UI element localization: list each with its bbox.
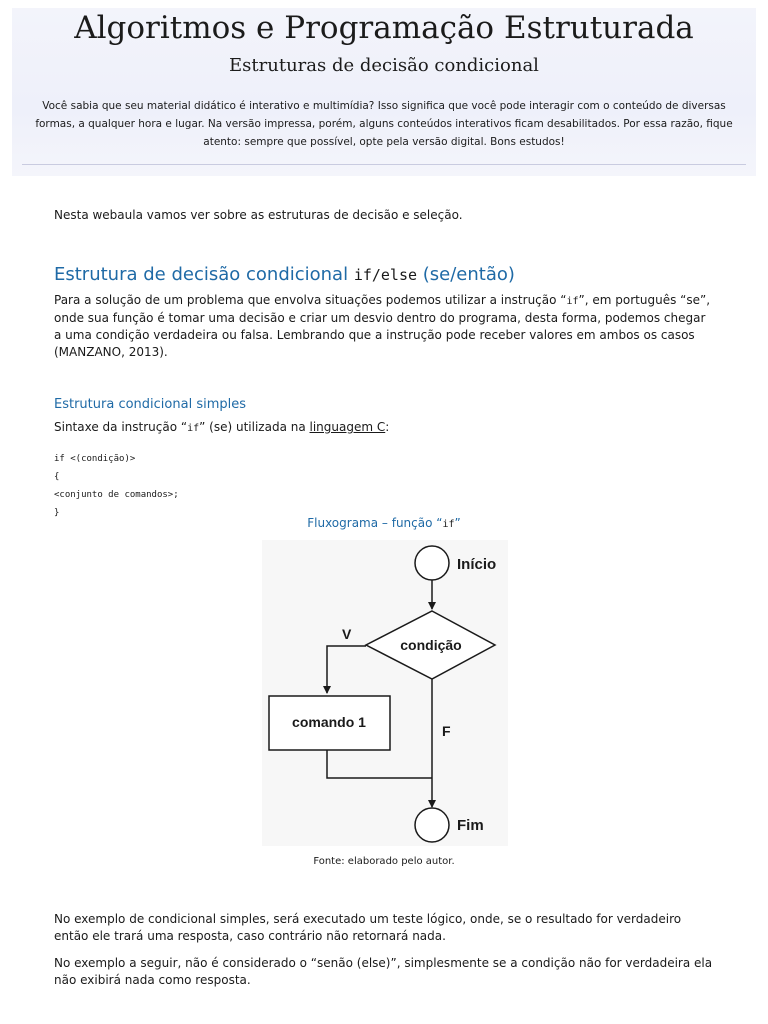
end-node [415,808,449,842]
section-paragraph [54,292,714,361]
page-subtitle: Estruturas de decisão condicional [229,55,539,76]
syntax-part-c: : [385,420,390,434]
start-label: Início [457,556,497,573]
header-banner [12,8,756,176]
syntax-paragraph [54,419,714,437]
intro-paragraph: Nesta webaula vamos ver sobre as estruturas de decisão e seleção. [54,208,463,222]
flowchart-background [262,540,508,846]
if-keyword: if [566,296,579,307]
interactive-notice: Você sabia que seu material didático é interativo e multimídia? Isso significa que você pode interagir com o conteúdo de diversas formas, a qualquer hora e lugar. Na versão impressa, porém, alguns conteúdos interativos ficam desabilitados. Por essa razão, fique atento: sempre que possível, opte pela versão digital. Bons estudos! [35,100,733,148]
closing-paragraph-2: No exemplo a seguir, não é considerado o “senão (else)”, simplesmente se a condição não for verdadeira ela não exibirá nada como resposta. [54,956,713,987]
section-heading-post: (se/então) [417,264,515,285]
figure-source: Fonte: elaborado pelo autor. [313,856,455,867]
figure-caption [0,516,768,530]
start-node [415,546,449,580]
syntax-part-a: Sintaxe da instrução “ [54,420,188,434]
section-heading-pre: Estrutura de decisão condicional [54,264,354,285]
flowchart-diagram [262,540,508,846]
figure-caption-part-a: Fluxograma – função “ [307,516,443,530]
syntax-part-b: ” (se) utilizada na [199,420,310,434]
false-branch-label: F [442,723,451,739]
section-heading [54,264,515,285]
code-line: { [54,472,60,482]
closing-paragraph-1: No exemplo de condicional simples, será executado um teste lógico, onde, se o resultado for verdadeiro então ele trará uma resposta, caso contrário não retornará nada. [54,912,682,943]
end-label: Fim [457,817,484,834]
linguagem-c-link[interactable]: linguagem C [309,420,386,434]
figure-caption-part-b: ” [454,516,461,530]
code-block [54,450,179,522]
section-heading-code: if/else [353,266,418,284]
code-line: } [54,508,60,518]
code-line: if <(condição)> [54,454,136,464]
subsection-heading: Estrutura condicional simples [54,397,246,412]
if-keyword: if [187,423,200,434]
if-keyword: if [442,519,455,530]
section-paragraph-part-a: Para a solução de um problema que envolva situações podemos utilizar a instrução “ [54,293,567,307]
command-label: comando 1 [292,714,366,730]
true-branch-label: V [342,626,352,642]
section-paragraph-part-b: ”, em português “se”, onde sua função é tomar uma decisão e criar um desvio dentro do programa, desta forma, podemos chegar a uma condição verdadeira ou falsa. Lembrando que a instrução pode receber valores em ambos os casos (MANZANO, 2013). [54,293,711,359]
condition-label: condição [400,637,462,653]
page-title: Algoritmos e Programação Estruturada [74,10,694,46]
code-line: <conjunto de comandos>; [54,490,179,500]
